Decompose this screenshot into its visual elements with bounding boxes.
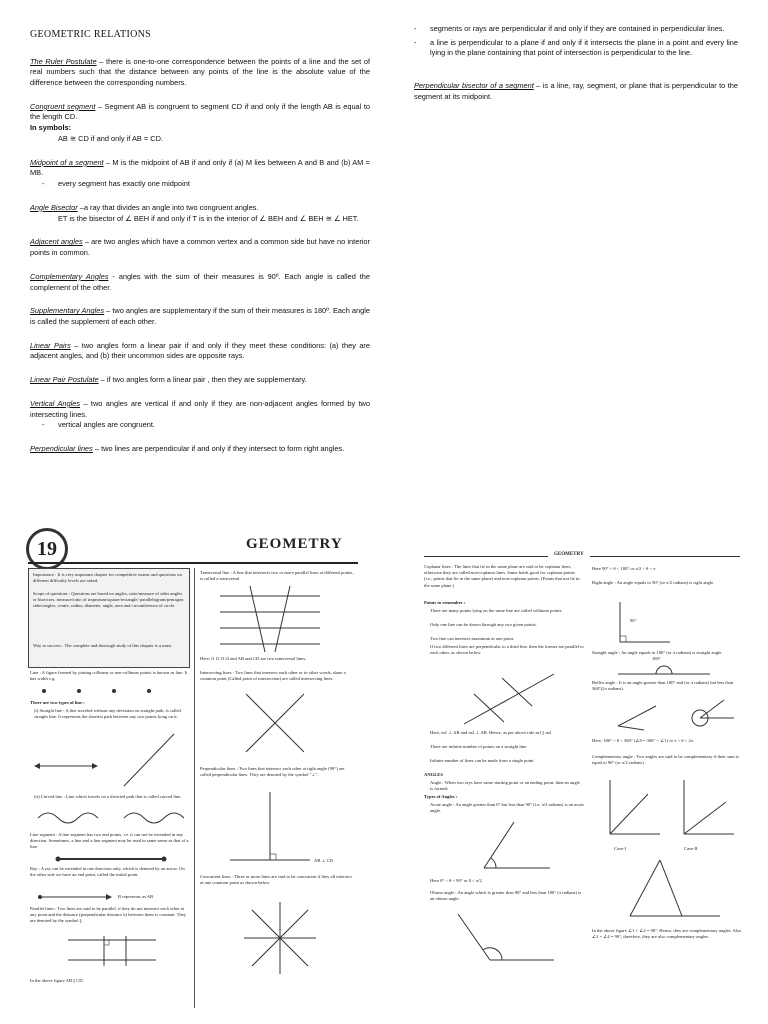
chapter-number-badge: 19 bbox=[26, 528, 68, 570]
entry-linear-pair-postulate: Linear Pair Postulate – if two angles form a linear pair , then they are supplementary. bbox=[30, 375, 307, 385]
column-separator bbox=[194, 568, 195, 1008]
entry-ruler-postulate: The Ruler Postulate – there is one-to-one correspondence between the points of a line and the set of real numbers such that the distance between any points of the line is the absolute value of the difference between the corresponding numbers. bbox=[30, 56, 370, 87]
straight-lines-diagram bbox=[34, 730, 184, 790]
complementary-caption: In the above figure ∠1 + ∠2 = 90°. Hence, they are complementary angles. Also ∠3 + ∠4 = 90°, therefore, they are also complementary angles. bbox=[592, 928, 742, 940]
perpendicular-caption: AB ⊥ CD bbox=[314, 858, 334, 863]
entry-perpendicular-bisector: Perpendicular bisector of a segment – is a line, ray, segment, or plane that is perpendicular to the segment at its midpoint. bbox=[414, 81, 738, 101]
entry-supplementary-angles: Supplementary Angles – two angles are supplementary if the sum of their measures is 180º. Each angle is called the supplement of each other. bbox=[30, 306, 370, 326]
remember-item: Two line can intersect maximum at one point. bbox=[430, 636, 515, 641]
straight-line-text: (i) Straight line : A line traveled without any deviation on straight path, is called straight line. It represents the shortest path between any two points lying on it. bbox=[34, 708, 181, 720]
reflex-angle-diagram bbox=[604, 696, 744, 736]
importance-box: Importance : It is very important chapter for competitive exams and questions on different difficulty levels are asked. Scope of questions : Questions are based on angles, ratio/measure of sides angles or bisectors, measure/ratio of trapezium/square/rectangle/ parallelogram/pentagon sides/angles, centre, radius, diameter, angle, area and circumference of circle. Way to success : The complete and thorough study of this chapter is a must. bbox=[28, 568, 190, 668]
parallel-lines-diagram bbox=[64, 932, 164, 972]
remember-item: Infinite number of lines can be made from a single point bbox=[430, 758, 534, 763]
ray-label: B represents as AB bbox=[118, 894, 154, 899]
remember-heading: Points to remember : bbox=[424, 600, 466, 605]
remember-item: Only one line can be drawn through any two given points. bbox=[430, 622, 537, 627]
transversal-diagram bbox=[210, 584, 330, 654]
concurrent-text: Concurrent lines : Three or more lines are said to be concurrent if they all intersect at one common point as shown below. bbox=[200, 874, 352, 886]
typed-notes-page bbox=[0, 0, 768, 500]
remember-item: There are many points lying on the same line are called collinear points. bbox=[430, 608, 563, 613]
reflex-range: Here, 180° < θ < 360° (∠θ = 360° − ∠1) or π < θ < 2π bbox=[592, 738, 694, 743]
line-dots-diagram bbox=[34, 684, 184, 698]
parallel-perpendicular-diagram bbox=[454, 664, 564, 728]
acute-range: Here 0° < θ < 90° or 0 < π/2 bbox=[430, 878, 482, 883]
scanned-page-right bbox=[414, 548, 750, 1018]
right-bullet: - a line is perpendicular to a plane if and only if it intersects the plane in a point and every line lying in the plane containing that point of intersection is perpendicular to the line. bbox=[414, 38, 738, 59]
entry-angle-bisector: Angle Bisector –a ray that divides an angle into two congruent angles. ET is the bisector of ∠ BEH if and only if T is in the interior of ∠ BEH and ∠ BEH ≅ ∠ HET. bbox=[30, 202, 359, 223]
parallel-lines-text: Parallel lines : Two lines are said to be parallel, if they do not intersect each other at any point and the distance (perpendicular distance b) between them is constant. They are denoted by the symbol ||. bbox=[30, 906, 187, 924]
curved-line-text: (ii) Curved line : Line which travels on a diverted path that is called curved line. bbox=[34, 794, 182, 799]
angle-definition: Angle : When two rays have same starting point or an ending point, then an angle is formed. bbox=[430, 780, 580, 792]
left-column bbox=[30, 24, 370, 468]
entry-linear-pairs: Linear Pairs – two angles form a linear pair if and only if they meet these conditions: (a) they are adjacent angles, and (b) their uncommon sides are opposite rays. bbox=[30, 340, 370, 361]
concurrent-diagram bbox=[240, 898, 320, 978]
obtuse-angle-diagram bbox=[450, 908, 560, 968]
remember-item: If two different lines are perpendicular to a third line, then the former are parallel to each other, as shown below. bbox=[430, 644, 584, 656]
right-angle-text: Right angle : An angle equals to 90° (or π/2 radians) is right angle. bbox=[592, 580, 715, 585]
running-header: GEOMETRY bbox=[414, 552, 750, 560]
entry-adjacent-angles: Adjacent angles – are two angles which have a common vertex and a common side but have no interior points in common. bbox=[30, 237, 370, 258]
transversal-caption: Here, l1 l2 l3 l4 and AB and CD are two transversal lines. bbox=[200, 656, 307, 661]
types-of-angles-heading: Types of Angles : bbox=[424, 794, 458, 799]
angles-heading: ANGLES bbox=[424, 772, 443, 777]
straight-angle-diagram bbox=[614, 662, 714, 678]
case-2-label: Case-II bbox=[684, 846, 698, 851]
chapter-title: GEOMETRY bbox=[246, 536, 343, 552]
entry-midpoint: Midpoint of a segment – M is the midpoint of AB if and only if (a) M lies between A and B and (b) AM = MB. - every segment has exactly one midpoint bbox=[30, 158, 370, 190]
remember-item: There are infinite number of points on a straight line. bbox=[430, 744, 528, 749]
straight-angle-text: Straight angle : An angle equals to 180° (or π radians) is straight angle. bbox=[592, 650, 723, 655]
document-title: GEOMETRIC RELATIONS bbox=[30, 29, 151, 40]
types-heading: There are two types of line : bbox=[30, 700, 85, 705]
obtuse-range: Here 90° < θ < 180° or π/2 < θ < π bbox=[592, 566, 656, 571]
complementary-triangle-diagram bbox=[620, 856, 730, 926]
scanned-page-left bbox=[14, 518, 360, 1018]
entry-perpendicular-lines: Perpendicular lines – two lines are perpendicular if and only if they intersect to form right angles. bbox=[30, 444, 345, 454]
transversal-text: Transversal line : A line that intersects two or more parallel lines at different points, is called a transversal. bbox=[200, 570, 354, 582]
reflex-angle-text: Reflex angle : It is an angle greater than 180° and (or π radians) but less than 360°(2π radians). bbox=[592, 680, 734, 692]
entry-vertical-angles: Vertical Angles – two angles are vertical if and only if they are non-adjacent angles formed by two intersecting lines. - vertical angles are congruent. bbox=[30, 399, 370, 431]
label-180: 180° bbox=[652, 656, 661, 661]
ray-diagram bbox=[34, 892, 114, 902]
coplanar-text: Coplanar lines : The lines that lie in the same plane are said to be coplanar lines, otherwise they are called non-coplanar lines. Same holds good for coplanar points (i.e., points that lie in the same plane) and non-coplanar points. (Points that not lie in the same plane.) bbox=[424, 564, 580, 588]
entry-congruent-segment: Congruent segment – Segment AB is congruent to segment CD if and only if the length AB is equal to the length CD. In symbols: AB ≅ CD if and only if AB = CD. bbox=[30, 101, 370, 143]
case-1-label: Case-I bbox=[614, 846, 626, 851]
complementary-angle-text: Complementary angle : Two angles are said to be complementary if their sum is equal to 90° (or π/2 radians) bbox=[592, 754, 739, 766]
line-segment-text: Line segment : A line segment has two end points, i.e. it can not be extended in any direction. Sometimes, a line and a line segment may be used in same sense as that of a line. bbox=[30, 832, 189, 850]
complementary-angle-diagram bbox=[600, 774, 740, 844]
right-column bbox=[414, 24, 738, 116]
acute-angle-diagram bbox=[474, 818, 554, 876]
intersecting-text: Intersecting lines : Two lines that intersect each other or in other words, share a common point (Called point of intersection) are called intersecting lines. bbox=[200, 670, 346, 682]
intersecting-diagram bbox=[240, 688, 310, 758]
parallel-caption: In the above figure AB || CD. bbox=[30, 978, 84, 983]
right-bullet: - segments or rays are perpendicular if and only if they are contained in perpendicular lines. bbox=[414, 24, 738, 35]
perpendicular-text: Perpendicular lines : Two lines that intersect each other at right angle (90°) are called perpendicular lines. They are denoted by the symbol "⊥". bbox=[200, 766, 345, 778]
entry-complementary-angles: Complementary Angles - angles with the sum of their measures is 90º. Each angle is called the complement of the other. bbox=[30, 271, 370, 292]
acute-angle-text: Acute angle : An angle greater than 0° but less than 90° (i.e. π/2 radians) is an acute angle. bbox=[430, 802, 584, 814]
line-definition: Line : A figure formed by joining collinear or non-collinear points is known as line. It has width e.g. bbox=[30, 670, 188, 682]
title-rule bbox=[28, 562, 358, 564]
perpendicular-diagram bbox=[220, 788, 320, 868]
label-90: 90° bbox=[630, 618, 637, 623]
ray-text: Ray : A ray can be extended in one direction only, which is denoted by an arrow. On the other side we have an end point, called the initial point. bbox=[30, 866, 185, 878]
segment-diagram bbox=[54, 854, 174, 864]
here-text: Here, m1 ⊥ AB and m2 ⊥ AB. Hence, as per above rule m1 || m2 bbox=[430, 730, 552, 735]
curved-lines-diagram bbox=[34, 808, 184, 828]
obtuse-angle-text: Obtuse angle : An angle which is greater than 90° and less than 180° (π radians) is an obtuse angle. bbox=[430, 890, 582, 902]
